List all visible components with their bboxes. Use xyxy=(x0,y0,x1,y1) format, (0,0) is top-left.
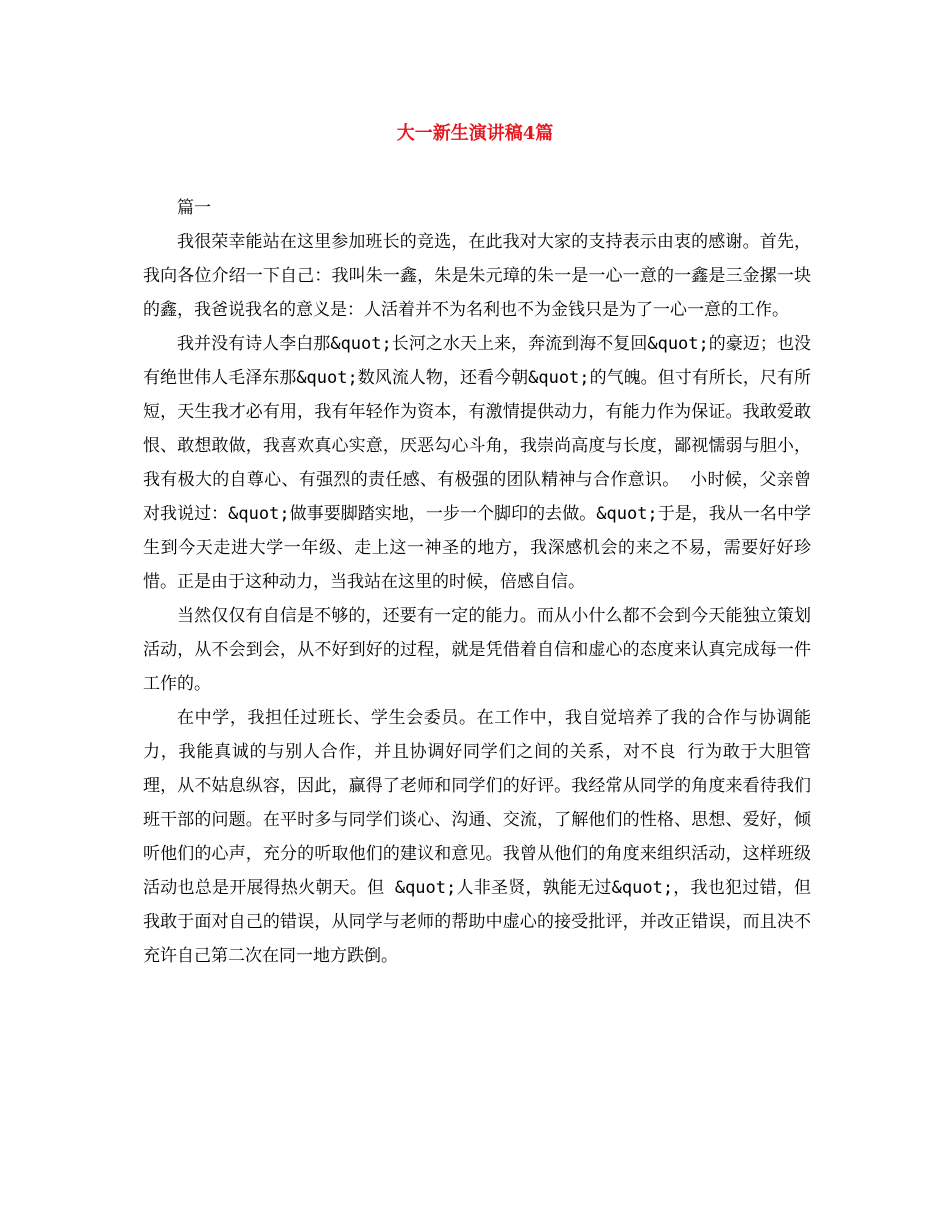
paragraph: 当然仅仅有自信是不够的，还要有一定的能力。而从小什么都不会到今天能独立策划活动，从不会到会，从不好到好的过程，就是凭借着自信和虚心的态度来认真完成每一件工作的。 xyxy=(143,606,811,694)
section-heading: 篇一 xyxy=(177,198,211,218)
paragraph: 我并没有诗人李白那&quot;长河之水天上来，奔流到海不复回&quot;的豪迈；也没有绝世伟人毛泽东那&quot;数风流人物，还看今朝&quot;的气魄。但寸有所长，尺有所短，天生我才必有用，我有年轻作为资本，有激情提供动力，有能力作为保证。我敢爱敢恨、敢想敢做，我喜欢真心实意，厌恶勾心斗角，我崇尚高度与长度，鄙视懦弱与胆小，我有极大的自尊心、有强烈的责任感、有极强的团队精神与合作意识。 小时候，父亲曾对我说过：&quot;做事要脚踏实地，一步一个脚印的去做。&quot;于是，我从一名中学生到今天走进大学一年级、走上这一神圣的地方，我深感机会的来之不易，需要好好珍惜。正是由于这种动力，当我站在这里的时候，倍感自信。 xyxy=(143,334,811,592)
paragraph: 在中学，我担任过班长、学生会委员。在工作中，我自觉培养了我的合作与协调能力，我能真诚的与别人合作，并且协调好同学们之间的关系，对不良 行为敢于大胆管理，从不姑息纵容，因此，赢得了老师和同学们的好评。我经常从同学的角度来看待我们班干部的问题。在平时多与同学们谈心、沟通、交流，了解他们的性格、思想、爱好，倾听他们的心声，充分的听取他们的建议和意见。我曾从他们的角度来组织活动，这样班级活动也总是开展得热火朝天。但 &quot;人非圣贤，孰能无过&quot;，我也犯过错，但我敢于面对自己的错误，从同学与老师的帮助中虚心的接受批评，并改正错误，而且决不充许自己第二次在同一地方跌倒。 xyxy=(143,708,811,966)
document-title: 大一新生演讲稿4篇 xyxy=(396,123,554,144)
document-body xyxy=(143,191,811,973)
paragraph: 我很荣幸能站在这里参加班长的竞选，在此我对大家的支持表示由衷的感谢。首先，我向各位介绍一下自己：我叫朱一鑫，朱是朱元璋的朱一是一心一意的一鑫是三金摞一块的鑫，我爸说我名的意义是：人活着并不为名利也不为金钱只是为了一心一意的工作。 xyxy=(143,232,811,320)
